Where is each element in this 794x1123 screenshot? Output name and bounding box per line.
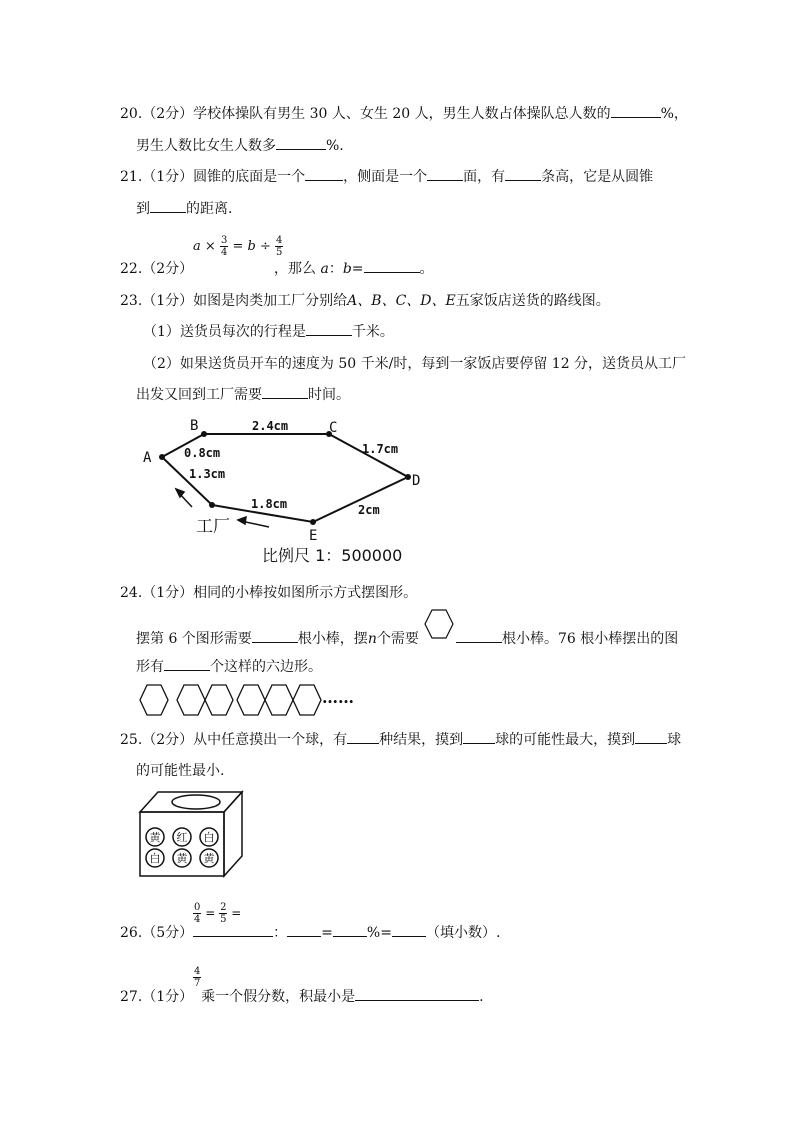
q22-number: 22.（2分） bbox=[120, 261, 194, 277]
label-d: D bbox=[412, 473, 421, 489]
q24-line2b bbox=[456, 628, 678, 648]
ball-6: 黄 bbox=[203, 852, 215, 865]
q22-frac2-num: 4 bbox=[276, 235, 283, 246]
q20-unit-2: %. bbox=[326, 138, 344, 154]
hexagon-2b bbox=[205, 685, 233, 715]
q25-text-c: 球的可能性最大，摸到 bbox=[495, 732, 636, 748]
q23-blank-1[interactable] bbox=[306, 321, 352, 336]
q27-end: . bbox=[479, 989, 484, 1005]
q25-text-a: 从中任意摸出一个球，有 bbox=[193, 732, 348, 748]
q26-blank-4[interactable] bbox=[392, 922, 426, 937]
q21-text-b: ，侧面是一个 bbox=[343, 169, 428, 185]
arrow-left-head bbox=[238, 517, 246, 524]
q22-equation bbox=[193, 235, 283, 258]
arrow-up-head bbox=[176, 489, 184, 497]
ball-box bbox=[138, 790, 246, 880]
q26-frac2-den: 5 bbox=[220, 914, 227, 925]
q21-line1 bbox=[120, 166, 653, 186]
q26-line bbox=[120, 922, 500, 942]
q22-times: × bbox=[204, 239, 216, 254]
q21-text-a: 圆锥的底面是一个 bbox=[193, 169, 306, 185]
q24-blank-2[interactable] bbox=[456, 628, 502, 643]
hexagon-3b bbox=[265, 685, 293, 715]
point-a bbox=[159, 454, 165, 460]
q22-frac-2 bbox=[275, 235, 283, 258]
q25-blank-2[interactable] bbox=[463, 729, 495, 744]
label-b: B bbox=[190, 418, 199, 434]
q26-blank-1[interactable] bbox=[193, 922, 273, 937]
q22-blank[interactable] bbox=[364, 258, 420, 273]
q24-text: 相同的小棒按如图所示方式摆图形。 bbox=[193, 585, 418, 601]
q24-text-c: 个需要 bbox=[376, 631, 419, 647]
q24-blank-3[interactable] bbox=[164, 656, 210, 671]
q24-line2 bbox=[136, 628, 419, 648]
q21-line2 bbox=[136, 198, 232, 218]
point-d bbox=[405, 474, 411, 480]
q25-blank-1[interactable] bbox=[347, 729, 379, 744]
q23-line1 bbox=[120, 290, 610, 310]
q23-text: 如图是肉类加工厂分别给 bbox=[193, 293, 348, 309]
label-e: E bbox=[309, 528, 318, 544]
q27-blank[interactable] bbox=[355, 986, 479, 1001]
point-factory bbox=[209, 502, 215, 508]
factory-label: 工厂 bbox=[196, 517, 230, 537]
ball-1: 黄 bbox=[149, 831, 161, 844]
q23-p3-text: 出发又回到工厂需要 bbox=[136, 387, 262, 403]
q22-text: ，那么 bbox=[274, 261, 316, 277]
q21-text-c: 面，有 bbox=[463, 169, 506, 185]
q23-part1 bbox=[143, 321, 394, 341]
scale-label: 比例尺 1：500000 bbox=[262, 546, 403, 565]
q26-frac1-den: 4 bbox=[194, 914, 201, 925]
q25-text-d: 球 bbox=[667, 732, 682, 748]
q24-text-e: 形有 bbox=[136, 659, 164, 675]
q20-line2 bbox=[136, 135, 344, 155]
q23-blank-2[interactable] bbox=[262, 384, 308, 399]
q23-p1-text: （1）送货员每次的行程是 bbox=[143, 324, 306, 340]
q24-blank-1[interactable] bbox=[252, 628, 298, 643]
hexagon-sequence bbox=[138, 682, 338, 718]
q20-text-2: 男生人数比女生人数多 bbox=[136, 138, 276, 154]
q24-text-f: 个这样的六边形。 bbox=[210, 659, 322, 675]
q23-p1-unit: 千米。 bbox=[351, 324, 394, 340]
q22-var-b: b bbox=[247, 239, 256, 254]
q20-blank-1[interactable] bbox=[611, 103, 661, 118]
q23-part2: （2）如果送货员开车的速度为 50 千米/时，每到一家饭店要停留 12 分，送货员从工厂 bbox=[143, 356, 687, 372]
q25-number: 25.（2分） bbox=[120, 732, 194, 748]
dist-cd: 1.7cm bbox=[362, 442, 399, 456]
ball-4: 白 bbox=[149, 852, 161, 865]
q24-line1 bbox=[120, 582, 417, 602]
q26-percent: %= bbox=[366, 925, 392, 941]
q27-frac-den: 7 bbox=[194, 978, 201, 989]
q21-number: 21.（1分） bbox=[120, 169, 194, 185]
q22-eq2: = bbox=[351, 261, 364, 277]
q26-tail: （填小数）. bbox=[425, 925, 501, 941]
hexagon-3a bbox=[237, 685, 265, 715]
q25-line2: 的可能性最小. bbox=[136, 763, 225, 779]
q21-blank-4[interactable] bbox=[150, 198, 186, 213]
point-b bbox=[201, 431, 207, 437]
route-diagram bbox=[136, 412, 436, 572]
q22-frac2-den: 5 bbox=[276, 247, 283, 258]
dist-fe: 1.8cm bbox=[251, 497, 288, 511]
hexagon-icon bbox=[424, 608, 454, 640]
q26-frac2-num: 2 bbox=[220, 902, 227, 913]
q27-number: 27.（1分） bbox=[120, 989, 194, 1005]
q22-var-a: a bbox=[193, 239, 201, 254]
q26-number: 26.（5分） bbox=[120, 925, 194, 941]
q24-var-n: n bbox=[367, 631, 377, 647]
box-opening bbox=[172, 795, 220, 809]
q23-letters: A、B、C、D、E bbox=[347, 293, 456, 309]
ball-2: 红 bbox=[176, 831, 188, 844]
q26-blank-3[interactable] bbox=[333, 922, 367, 937]
q20-text: 学校体操队有男生 30 人、女生 20 人，男生人数占体操队总人数的 bbox=[193, 106, 611, 122]
q25-line1 bbox=[120, 729, 681, 749]
label-c: C bbox=[329, 420, 338, 436]
q26-eq: = bbox=[205, 906, 216, 920]
q24-text-a: 摆第 6 个图形需要 bbox=[136, 631, 252, 647]
q24-number: 24.（1分） bbox=[120, 585, 194, 601]
q22-div: ÷ bbox=[259, 239, 271, 254]
q22-frac-1 bbox=[220, 235, 228, 258]
q23-text-2: 五家饭店送货的路线图。 bbox=[455, 293, 610, 309]
q25-text-b: 种结果，摸到 bbox=[379, 732, 464, 748]
q22-end: 。 bbox=[419, 261, 434, 277]
q24-text-d: 根小棒。76 根小棒摆出的图 bbox=[502, 631, 679, 647]
q23-part2-line2 bbox=[136, 384, 350, 404]
q26-eq2: = bbox=[231, 906, 242, 920]
q26-frac1-num: 0 bbox=[194, 902, 201, 913]
q23-number: 23.（1分） bbox=[120, 293, 194, 309]
box-side bbox=[224, 792, 242, 876]
q26-blank-2[interactable] bbox=[287, 922, 321, 937]
dist-bc: 2.4cm bbox=[252, 419, 289, 433]
ball-3: 白 bbox=[203, 831, 215, 844]
q25-blank-3[interactable] bbox=[635, 729, 667, 744]
q22-ratio-a: a bbox=[320, 261, 329, 277]
q24-line3 bbox=[136, 656, 322, 676]
ball-5: 黄 bbox=[176, 852, 188, 865]
q27-text: 乘一个假分数，积最小是 bbox=[201, 989, 356, 1005]
q20-line1 bbox=[120, 103, 688, 123]
q21-blank-1[interactable] bbox=[305, 166, 343, 181]
q22-colon: ： bbox=[328, 261, 343, 277]
dist-ed: 2cm bbox=[358, 503, 380, 517]
q22-tail bbox=[274, 258, 434, 278]
dist-ab: 0.8cm bbox=[184, 446, 221, 460]
q20-unit: %， bbox=[660, 106, 688, 122]
q21-text-d: 条高，它是从圆锥 bbox=[541, 169, 654, 185]
q27-line bbox=[120, 986, 484, 1006]
q26-colon: ： bbox=[273, 925, 288, 941]
q22-eq: = bbox=[232, 239, 244, 254]
q26-eq3: = bbox=[321, 925, 333, 941]
q23-p3-unit: 时间。 bbox=[308, 387, 350, 403]
dist-af: 1.3cm bbox=[189, 467, 226, 481]
q27-frac-num: 4 bbox=[194, 966, 201, 977]
q24-text-b: 根小棒，摆 bbox=[297, 631, 368, 647]
hexagon-1 bbox=[140, 685, 168, 715]
label-a: A bbox=[143, 450, 152, 466]
q21-text-f: 的距离. bbox=[186, 201, 233, 217]
q24-ellipsis: …… bbox=[322, 688, 354, 707]
q21-blank-3[interactable] bbox=[505, 166, 541, 181]
q21-blank-2[interactable] bbox=[427, 166, 463, 181]
q20-number: 20.（2分） bbox=[120, 106, 194, 122]
hexagon-2a bbox=[177, 685, 205, 715]
q22-ratio-b: b bbox=[342, 261, 352, 277]
q20-blank-2[interactable] bbox=[276, 135, 326, 150]
q21-text-e: 到 bbox=[136, 201, 150, 217]
q22-frac1-den: 4 bbox=[220, 247, 228, 258]
point-e bbox=[310, 519, 316, 525]
hexagon-3c bbox=[293, 685, 321, 715]
q22-frac1-num: 3 bbox=[220, 235, 228, 246]
